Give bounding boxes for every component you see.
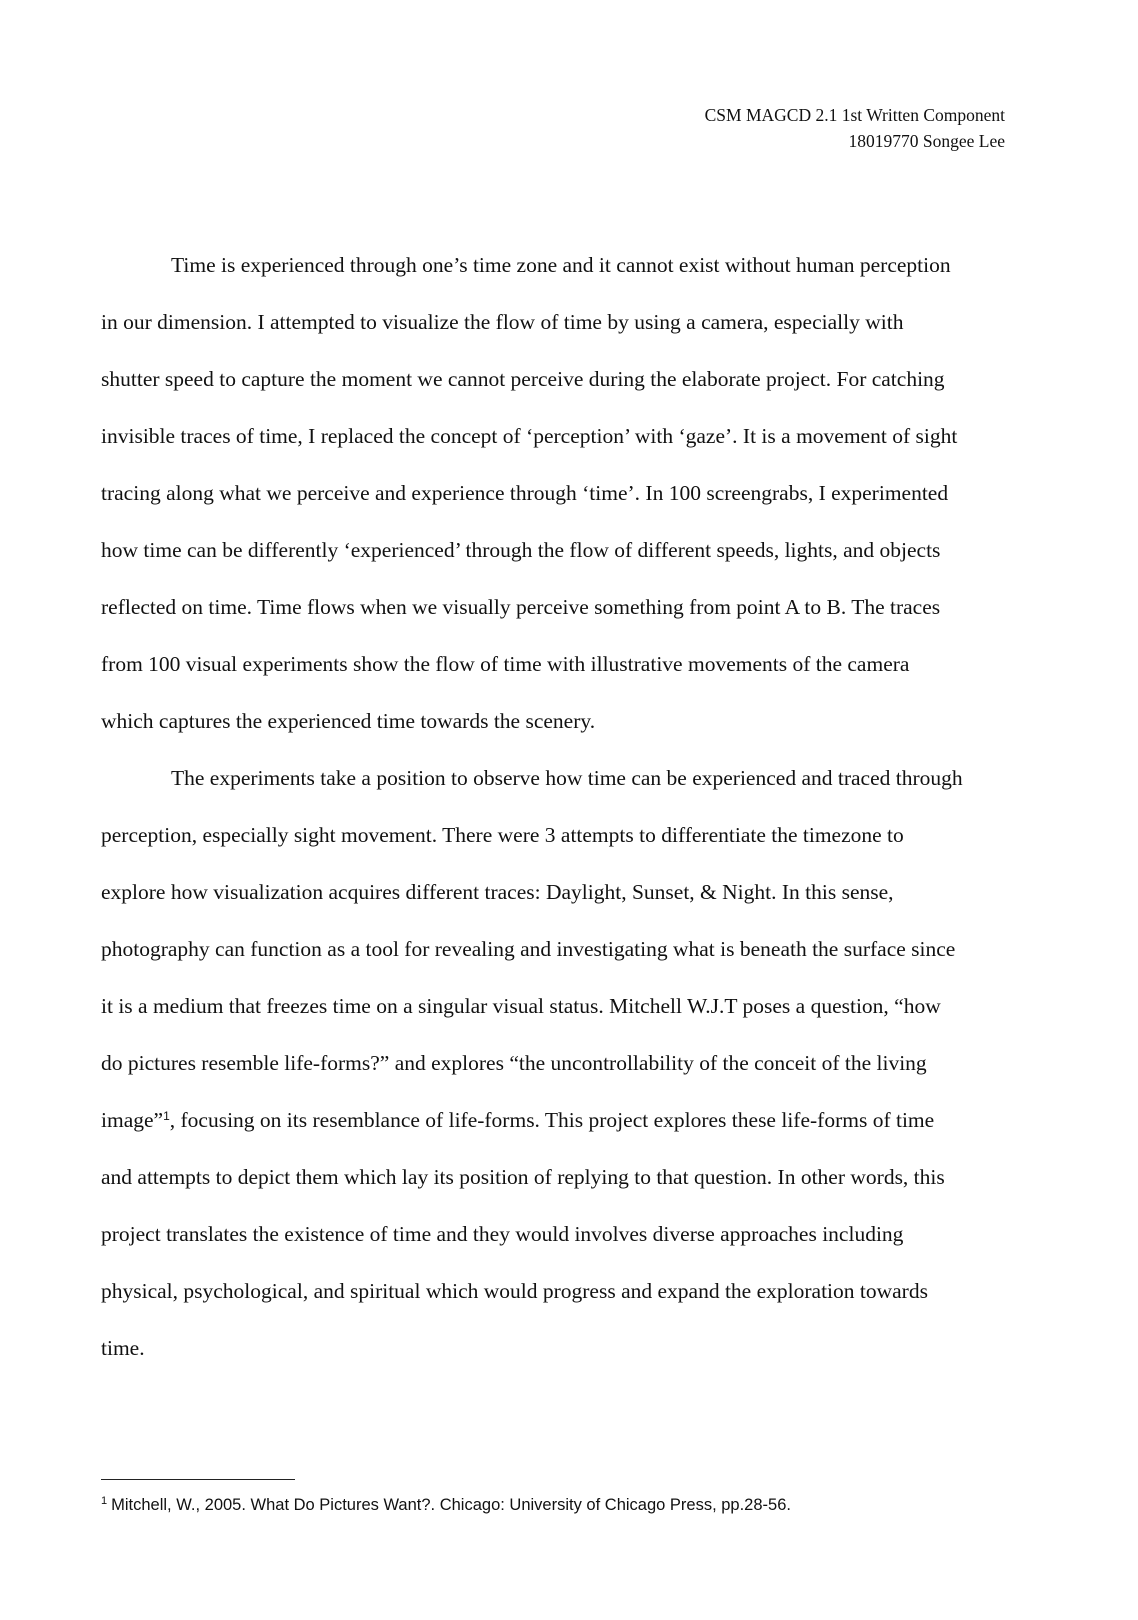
footnote-marker: 1 — [101, 1494, 108, 1507]
paragraph-line-with-footnote — [101, 1092, 1037, 1149]
paragraph-line: project translates the existence of time and they would involves diverse approaches including — [101, 1222, 904, 1246]
line-start: image” — [101, 1108, 164, 1132]
paragraph-line: tracing along what we perceive and experience through ‘time’. In 100 screengrabs, I experimented — [101, 481, 949, 505]
page-header — [705, 102, 1005, 154]
paragraph-line: from 100 visual experiments show the flow of time with illustrative movements of the camera — [101, 652, 910, 676]
header-course-line: CSM MAGCD 2.1 1st Written Component — [704, 105, 1005, 125]
paragraph-line: time. — [101, 1336, 145, 1360]
paragraph-line: photography can function as a tool for revealing and investigating what is beneath the surface since — [101, 937, 956, 961]
footnote — [101, 1494, 791, 1516]
footnote-divider — [101, 1479, 295, 1480]
paragraph-line: which captures the experienced time towards the scenery. — [101, 709, 596, 733]
footnote-reference[interactable]: 1 — [163, 1108, 170, 1123]
paragraph-line: it is a medium that freezes time on a singular visual status. Mitchell W.J.T poses a question, “how — [101, 994, 941, 1018]
paragraph-line: how time can be differently ‘experienced’ through the flow of different speeds, lights, and objects — [101, 538, 941, 562]
line-end: , focusing on its resemblance of life-forms. This project explores these life-forms of time — [169, 1108, 935, 1132]
header-author-line: 18019770 Songee Lee — [848, 131, 1005, 151]
paragraph-line: The experiments take a position to observe how time can be experienced and traced through — [171, 766, 963, 790]
paragraph-line: explore how visualization acquires different traces: Daylight, Sunset, & Night. In this sense, — [101, 880, 894, 904]
paragraph-line: physical, psychological, and spiritual which would progress and expand the exploration towards — [101, 1279, 928, 1303]
paragraph-line: and attempts to depict them which lay its position of replying to that question. In other words, this — [101, 1165, 945, 1189]
paragraph-line: reflected on time. Time flows when we visually perceive something from point A to B. The traces — [101, 595, 941, 619]
paragraph-line: perception, especially sight movement. There were 3 attempts to differentiate the timezone to — [101, 823, 904, 847]
footnote-text: Mitchell, W., 2005. What Do Pictures Want?. Chicago: University of Chicago Press, pp.28-56. — [111, 1496, 791, 1514]
paragraph-line: invisible traces of time, I replaced the concept of ‘perception’ with ‘gaze’. It is a movement of sight — [101, 424, 958, 448]
paragraph-line: do pictures resemble life-forms?” and explores “the uncontrollability of the conceit of the living — [101, 1051, 927, 1075]
paragraph-line: shutter speed to capture the moment we cannot perceive during the elaborate project. For catching — [101, 367, 945, 391]
paragraph-line: in our dimension. I attempted to visualize the flow of time by using a camera, especially with — [101, 310, 904, 334]
paragraph-1 — [101, 237, 1037, 750]
paragraph-2 — [101, 750, 1037, 1377]
paragraph-line: Time is experienced through one’s time zone and it cannot exist without human perception — [171, 253, 951, 277]
body-text — [101, 237, 1037, 1377]
